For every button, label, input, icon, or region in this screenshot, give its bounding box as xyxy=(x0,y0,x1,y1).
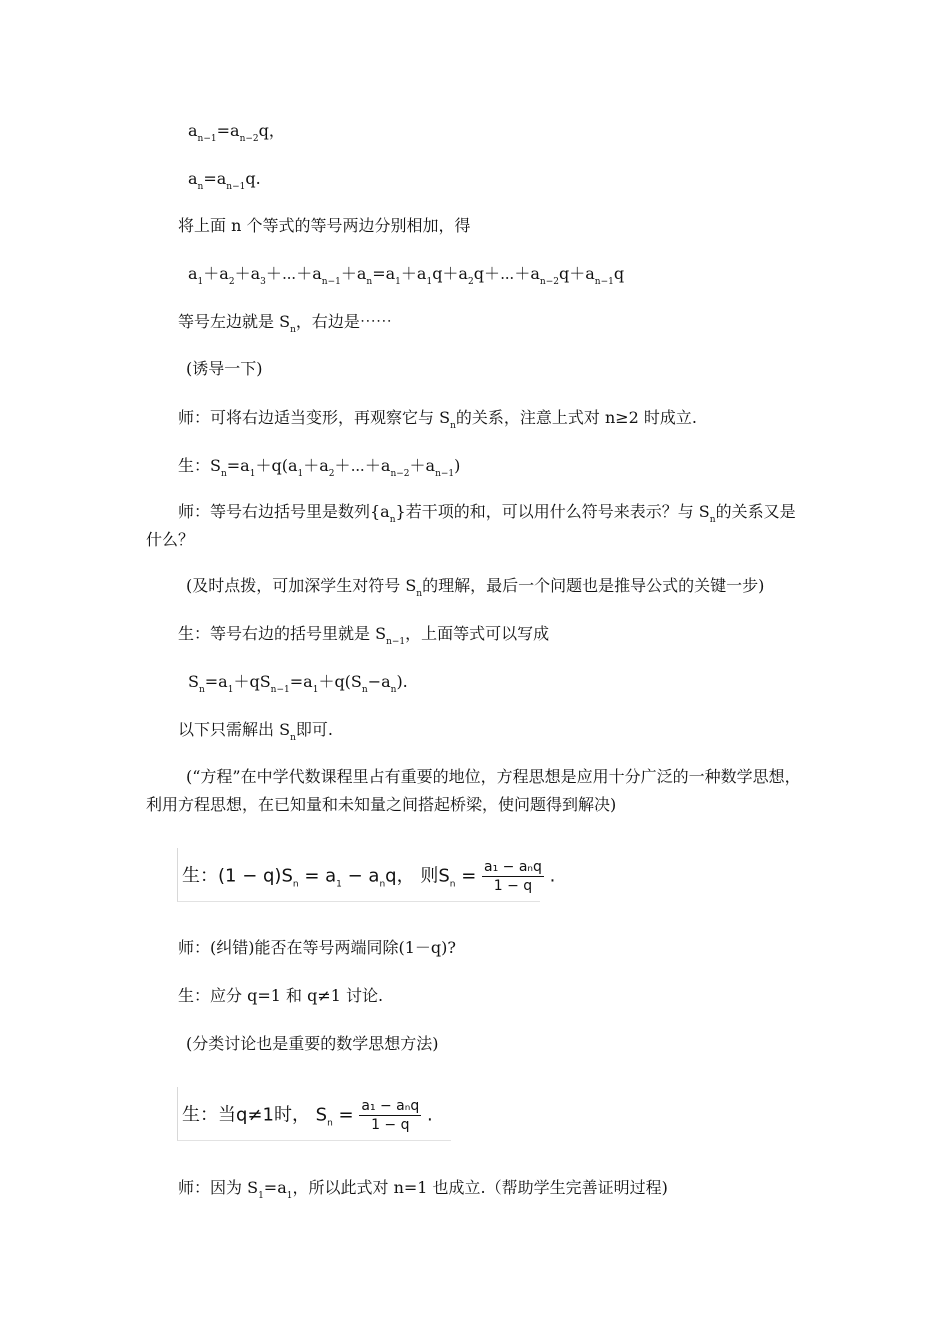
formula-1-text: 生：$(1 - q)S_n = a_1 - a_nq$， 则$S_n$ = $\frac{\text{a₁ − aₙq}}{1 - q}$ . xyxy=(182,859,556,894)
student-cases: 生：应分 q=1 和 q≠1 讨论. xyxy=(178,986,384,1005)
note-guide: (诱导一下) xyxy=(186,359,263,378)
teacher-question: 师：等号右边括号里是数列$\{a_n\}$若干项的和，可以用什么符号来表示？与 $S_n$的关系又是什么？ xyxy=(146,502,796,549)
student-sn-formula: 生：$S_n=a_1+q(a_1+a_2+\cdots+a_{n-2}+a_{n-1})$ xyxy=(178,456,461,479)
student-bracket: 生：等号右边的括号里就是 $S_{n-1}$，上面等式可以写成 xyxy=(178,624,550,647)
teacher-correction: 师：(纠错)能否在等号两端同除(1－q)? xyxy=(178,938,456,957)
equation-sn-rewrite: $S_n=a_1+qS_{n-1}=a_1+q(S_n-a_n)$. xyxy=(188,672,408,695)
equation-an-minus-1: $a_{n-1}=a_{n-2}q$， xyxy=(188,121,285,144)
formula-2-text: 生：当q≠1时， $S_n$ = $\frac{\text{a₁ − aₙq}}{1 - q}$ . xyxy=(182,1098,433,1133)
text-left-side: 等号左边就是 $S_n$，右边是⋯⋯ xyxy=(178,312,392,335)
equation-sum: $a_1+a_2+a_3+\cdots+a_{n-1}+a_n=a_1+a_1q+a_2q+\cdots+a_{n-2}q+a_{n-1}q$ xyxy=(188,264,625,287)
note-classification: (分类讨论也是重要的数学思想方法) xyxy=(186,1034,439,1053)
equation-an: $a_n=a_{n-1}q$. xyxy=(188,169,261,192)
text-add-equations: 将上面 n 个等式的等号两边分别相加，得 xyxy=(178,216,471,235)
fraction-1: $\frac{\text{a₁ − aₙq}}{1 - q}$ xyxy=(484,859,542,894)
note-hint: (及时点拨，可加深学生对符号 $S_n$的理解，最后一个问题也是推导公式的关键一步) xyxy=(186,576,765,599)
formula-image-2 xyxy=(177,1087,451,1141)
note-equation-thinking: (“方程”在中学代数课程里占有重要的地位，方程思想是应用十分广泛的一种数学思想，利用方程思想，在已知量和未知量之间搭起桥梁，使问题得到解决) xyxy=(146,767,801,814)
teacher-transform: 师：可将右边适当变形，再观察它与 $S_n$的关系，注意上式对 n≥2 时成立. xyxy=(178,408,698,431)
text-solve-sn: 以下只需解出 $S_n$即可. xyxy=(178,720,333,743)
formula-image-1 xyxy=(177,848,556,902)
teacher-n-equals-1: 师：因为 $S_1=a_1$，所以此式对 n=1 也成立.（帮助学生完善证明过程) xyxy=(178,1178,668,1201)
fraction-2: $\frac{\text{a₁ − aₙq}}{1 - q}$ xyxy=(361,1098,420,1133)
